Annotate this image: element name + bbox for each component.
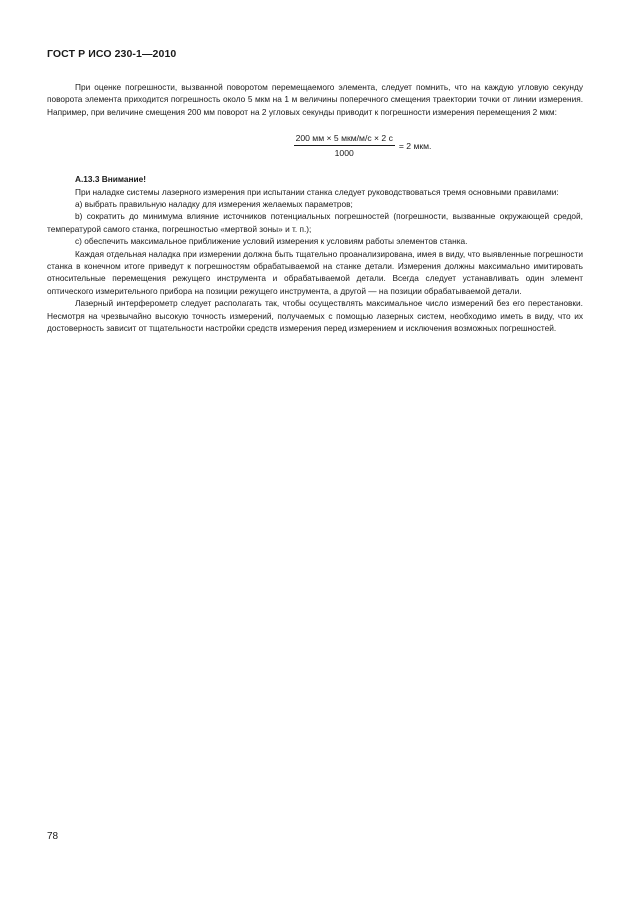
formula bbox=[47, 133, 583, 159]
paragraph-rules-intro: При наладке системы лазерного измерения при испытании станка следует руководствоваться тремя основными правилами: bbox=[75, 186, 559, 197]
paragraph-interferometer: Лазерный интерферометр следует располагать так, чтобы осуществлять максимальное число измерений без его перестановки. Несмотря на чрезвычайно высокую точность измерений, получаемых с помощью лазерных систем, необходимо иметь в виду, что их достоверность зависит от тщательности настройки средств измерения перед измерением и исключения возможных погрешностей. bbox=[47, 298, 583, 334]
page-number: 78 bbox=[47, 831, 59, 842]
formula-numerator: 200 мм × 5 мкм/м/с × 2 с bbox=[294, 133, 395, 146]
formula-denominator: 1000 bbox=[334, 148, 354, 159]
list-item-rule-a: a) выбрать правильную наладку для измерения желаемых параметров; bbox=[75, 199, 353, 210]
paragraph-rotation-error: При оценке погрешности, вызванной поворотом перемещаемого элемента, следует помнить, что на каждую угловую секунду поворота элемента приходится погрешность около 5 мкм на 1 м величины поперечного смещения траектории точки от линии измерения. Например, при величине смещения 200 мм поворот на 2 угловых секунды приводит к погрешности измерения перемещения 2 мкм: bbox=[47, 82, 583, 117]
list-item-rule-b: b) сократить до минимума влияние источников потенциальных погрешностей (погрешности, вызванные окружающей средой, температурой самого станка, погрешностью «мертвой зоны» и т. п.); bbox=[47, 211, 583, 234]
formula-fraction bbox=[294, 133, 395, 159]
formula-result: = 2 мкм. bbox=[398, 141, 432, 152]
document-body bbox=[47, 81, 583, 335]
list-item-rule-c: c) обеспечить максимальное приближение условий измерения к условиям работы элементов станка. bbox=[75, 236, 468, 247]
paragraph-setup-analysis: Каждая отдельная наладка при измерении должна быть тщательно проанализирована, имея в виду, что выявленные погрешности станка в конечном итоге приведут к погрешностям обрабатываемой на станке детали. Измерения должны максимально имитировать относительные перемещения режущего инструмента и обрабатываемой детали. Всегда следует устанавливать один элемент оптического измерительного прибора на позиции режущего инструмента, а другой — на позиции обрабатываемой детали. bbox=[47, 248, 583, 296]
document-header: ГОСТ Р ИСО 230-1—2010 bbox=[47, 48, 177, 60]
section-heading: А.13.3 Внимание! bbox=[75, 174, 146, 185]
